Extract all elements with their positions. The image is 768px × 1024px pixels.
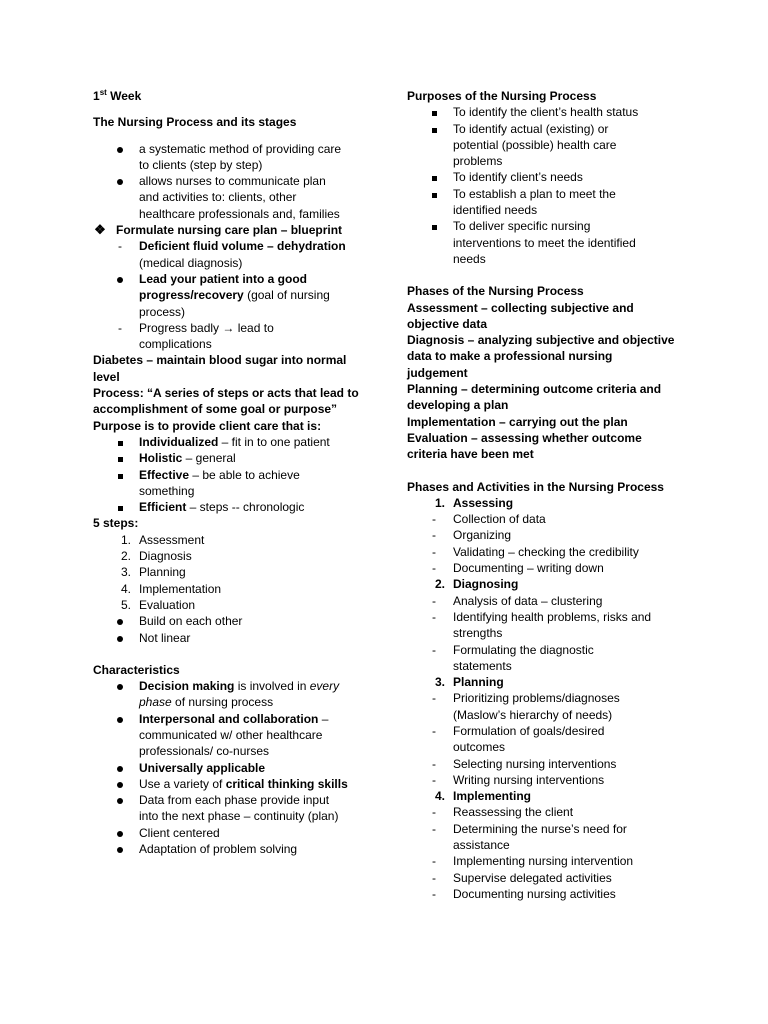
section-heading-nursing-process: The Nursing Process and its stages [93, 115, 297, 130]
diabetes-note: Diabetes – maintain blood sugar into normal level [93, 353, 347, 384]
list-item: To identify actual (existing) or potential (possible) health care problems [407, 121, 707, 170]
list-item: - Analysis of data – clustering [432, 593, 603, 608]
list-item: a systematic method of providing care to clients (step by step) [93, 141, 373, 174]
list-item: - Supervise delegated activities [432, 870, 612, 885]
list-item: Use a variety of critical thinking skills [93, 776, 373, 792]
list-item: Individualized – fit in to one patient [93, 434, 373, 450]
list-item: Not linear [93, 630, 373, 646]
activities-heading: Phases and Activities in the Nursing Process [407, 479, 664, 494]
list-item: - Writing nursing interventions [432, 772, 605, 787]
list-item: - Formulation of goals/desired outcomes [432, 723, 605, 755]
list-item: Adaptation of problem solving [93, 841, 373, 857]
list-item: 4. Implementation [120, 581, 222, 596]
list-item: - Formulating the diagnostic statements [432, 642, 594, 673]
steps-heading: 5 steps: [93, 516, 139, 531]
list-item: allows nurses to communicate plan and activities to: clients, other healthcare professionals and, families [93, 173, 373, 222]
process-definition: Process: “A series of steps or acts that lead to accomplishment of some goal or purpose” [93, 386, 359, 417]
list-item: - Implementing nursing intervention [432, 854, 634, 869]
list-item: Effective – be able to achieve something [93, 467, 373, 500]
list-item: 3. Planning [120, 565, 186, 580]
phase-planning: Planning – determining outcome criteria and developing a plan [407, 382, 662, 413]
list-item: Client centered [93, 825, 373, 841]
week-heading: 1st Week [93, 88, 142, 103]
activity-phase-planning: 3. Planning [434, 675, 504, 690]
list-item: To identify the client’s health status [407, 104, 707, 120]
list-item: Decision making is involved in every phase of nursing process [93, 678, 373, 711]
list-item: Efficient – steps -- chronologic [93, 499, 373, 515]
list-item: To establish a plan to meet the identified needs [407, 186, 707, 219]
activity-phase-diagnosing: 2. Diagnosing [434, 577, 519, 592]
list-item: Holistic – general [93, 450, 373, 466]
list-item: To deliver specific nursing interventions to meet the identified needs [407, 218, 707, 267]
list-item: - Determining the nurse’s need for assistance [432, 821, 627, 853]
list-item: - Collection of data [432, 512, 546, 527]
purpose-statement: Purpose is to provide client care that is: [93, 418, 322, 433]
list-item: Universally applicable [93, 760, 373, 776]
list-item: - Prioritizing problems/diagnoses (Maslow’s hierarchy of needs) [432, 691, 620, 722]
list-item: Lead your patient into a good progress/recovery (goal of nursing process) [93, 271, 373, 320]
list-item: - Reassessing the client [432, 805, 574, 820]
list-item: To identify client’s needs [407, 169, 707, 185]
purposes-heading: Purposes of the Nursing Process [407, 89, 597, 103]
list-item: - Documenting – writing down [432, 561, 604, 576]
list-item: ❖ Formulate nursing care plan – blueprint [94, 222, 343, 238]
diamond-bullet-icon: ❖ [94, 222, 106, 238]
list-item: - Documenting nursing activities [432, 886, 616, 901]
phase-evaluation: Evaluation – assessing whether outcome criteria have been met [407, 430, 642, 462]
list-item: Data from each phase provide input into the next phase – continuity (plan) [93, 792, 373, 825]
list-item: 2. Diagnosis [120, 549, 192, 564]
right-column [407, 88, 707, 902]
activity-phase-implementing: 4. Implementing [434, 789, 532, 804]
list-item: - Progress badly → lead to complications [118, 320, 274, 352]
left-column [93, 88, 373, 857]
phase-implementation: Implementation – carrying out the plan [407, 414, 628, 429]
phase-diagnosis: Diagnosis – analyzing subjective and objective data to make a professional nursing judgement [407, 333, 675, 380]
list-item: - Deficient fluid volume – dehydration (medical diagnosis) [118, 239, 346, 270]
phase-assessment: Assessment – collecting subjective and objective data [407, 300, 634, 331]
list-item: - Organizing [432, 528, 512, 543]
list-item: - Validating – checking the credibility [432, 544, 639, 559]
list-item: 1. Assessment [120, 532, 205, 547]
list-item: - Selecting nursing interventions [432, 756, 617, 771]
activity-phase-assessing: 1. Assessing [434, 495, 514, 510]
list-item: Build on each other [93, 613, 373, 629]
list-item: Interpersonal and collaboration – communicated w/ other healthcare professionals/ co-nurses [93, 711, 373, 760]
characteristics-heading: Characteristics [93, 662, 180, 677]
list-item: - Identifying health problems, risks and strengths [432, 609, 652, 641]
phases-heading: Phases of the Nursing Process [407, 284, 584, 299]
list-item: 5. Evaluation [120, 597, 196, 612]
